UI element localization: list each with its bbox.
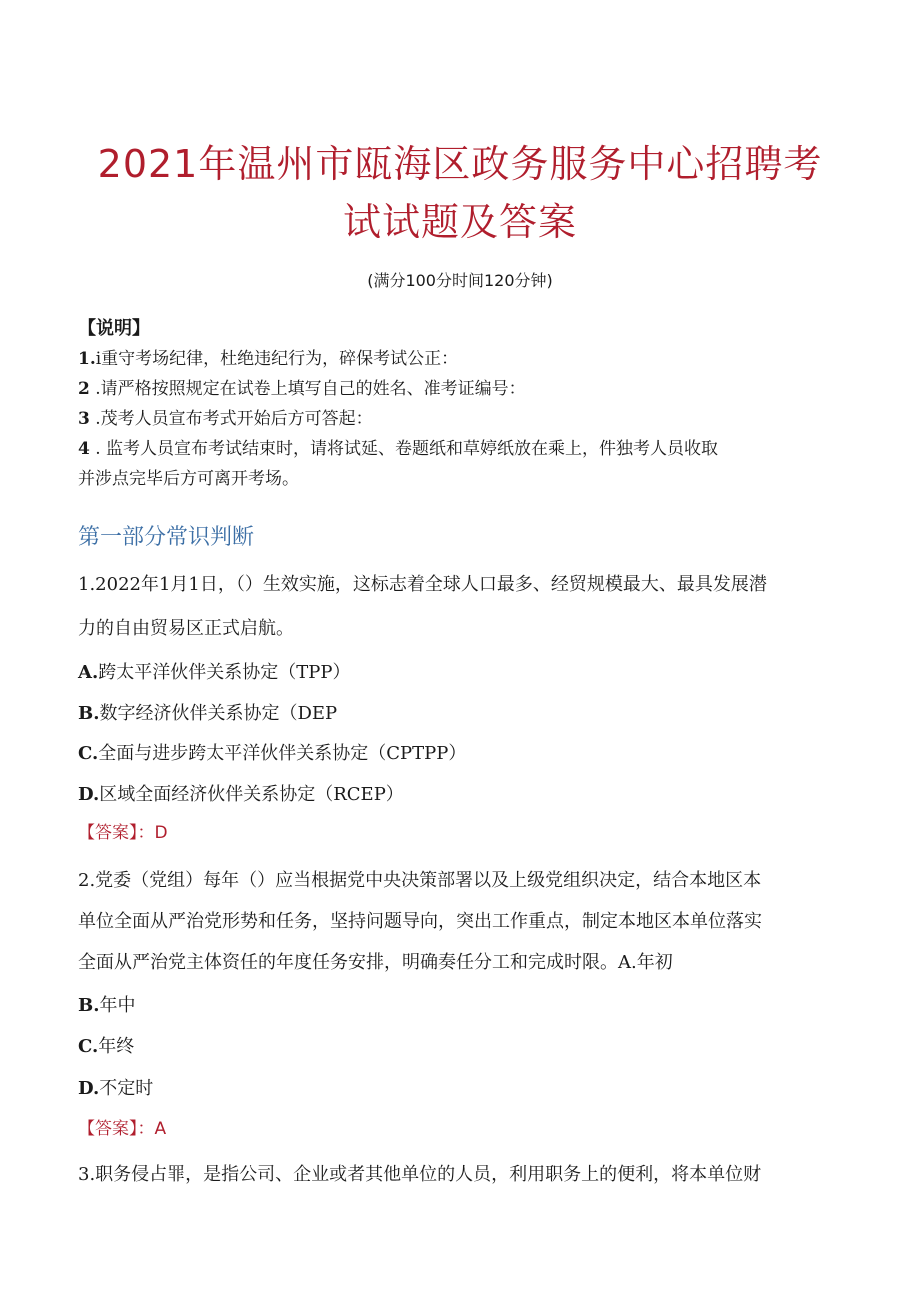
- question-2-option-c: [78, 1034, 134, 1060]
- question-2-option-b: [78, 993, 135, 1019]
- option-text: 全面与进步跨太平洋伙伴关系协定（CPTPP）: [98, 743, 467, 764]
- note-number: 4: [78, 439, 90, 459]
- option-letter: B.: [78, 703, 100, 724]
- option-letter: D.: [78, 784, 100, 805]
- question-1-answer: 【答案】：D: [78, 823, 168, 843]
- question-1-option-d: [78, 782, 404, 808]
- question-1-line-2: 力的自由贸易区正式启航。: [78, 618, 294, 639]
- question-1-option-b: [78, 701, 337, 727]
- document-title-line-2: 试试题及答案: [342, 200, 577, 244]
- option-text: 不定时: [99, 1078, 154, 1099]
- question-3-line-1: 3.职务侵占罪，是指公司、企业或者其他单位的人员，利用职务上的便利，将本单位财: [78, 1164, 762, 1185]
- question-1-option-c: [78, 741, 466, 767]
- option-letter: D.: [78, 1078, 100, 1099]
- note-number: 2: [78, 379, 90, 399]
- option-text: 年终: [98, 1036, 135, 1057]
- note-text: 并涉点完毕后方可离开考场。: [78, 469, 299, 489]
- notes-heading: 【说明】: [78, 318, 150, 339]
- question-1-option-a: [78, 660, 350, 686]
- note-text: .请严格按照规定在试卷上填写自己的姓名、准考证编号：: [89, 379, 526, 399]
- note-text: i重守考场纪律，杜绝违纪行为，碎保考试公正：: [95, 349, 459, 369]
- option-letter: A.: [78, 662, 99, 683]
- question-1-line-1: 1.2022年1月1日，（）生效实施，这标志着全球人口最多、经贸规模最大、最具发展潜: [78, 574, 767, 595]
- question-2-answer: 【答案】：A: [78, 1119, 167, 1139]
- section-title: 第一部分常识判断: [78, 525, 255, 550]
- note-number: 1.: [78, 349, 96, 369]
- option-text: 区域全面经济伙伴关系协定（RCEP）: [99, 784, 404, 805]
- note-item-4: [78, 436, 718, 462]
- exam-info: (满分100分时间120分钟): [367, 271, 553, 290]
- question-2-option-d: [78, 1076, 153, 1102]
- question-2-line-2: 单位全面从严治党形势和任务，坚持问题导向，突出工作重点，制定本地区本单位落实: [78, 911, 762, 932]
- option-letter: C.: [78, 1036, 99, 1057]
- note-item-2: [78, 376, 526, 402]
- option-text: 年中: [99, 995, 136, 1016]
- option-text: 数字经济伙伴关系协定（DEP: [99, 703, 338, 724]
- option-letter: B.: [78, 995, 100, 1016]
- note-text: .茂考人员宣布考式开始后方可答起：: [89, 409, 373, 429]
- note-number: 3: [78, 409, 90, 429]
- option-letter: C.: [78, 743, 99, 764]
- document-title-line-1: 2021年温州市瓯海区政务服务中心招聘考: [97, 142, 823, 186]
- note-item-1: [78, 346, 458, 372]
- note-text: . 监考人员宣布考试结束时，请将试延、卷题纸和草婷纸放在乘上，件独考人员收取: [89, 439, 719, 459]
- option-text: 跨太平洋伙伴关系协定（TPP）: [98, 662, 351, 683]
- note-item-4-continued: [78, 466, 299, 492]
- question-2-line-3: 全面从严治党主体资任的年度任务安排，明确奏任分工和完成时限。A.年初: [78, 952, 673, 973]
- question-2-line-1: 2.党委（党组）每年（）应当根据党中央决策部署以及上级党组织决定，结合本地区本: [78, 870, 762, 891]
- note-item-3: [78, 406, 373, 432]
